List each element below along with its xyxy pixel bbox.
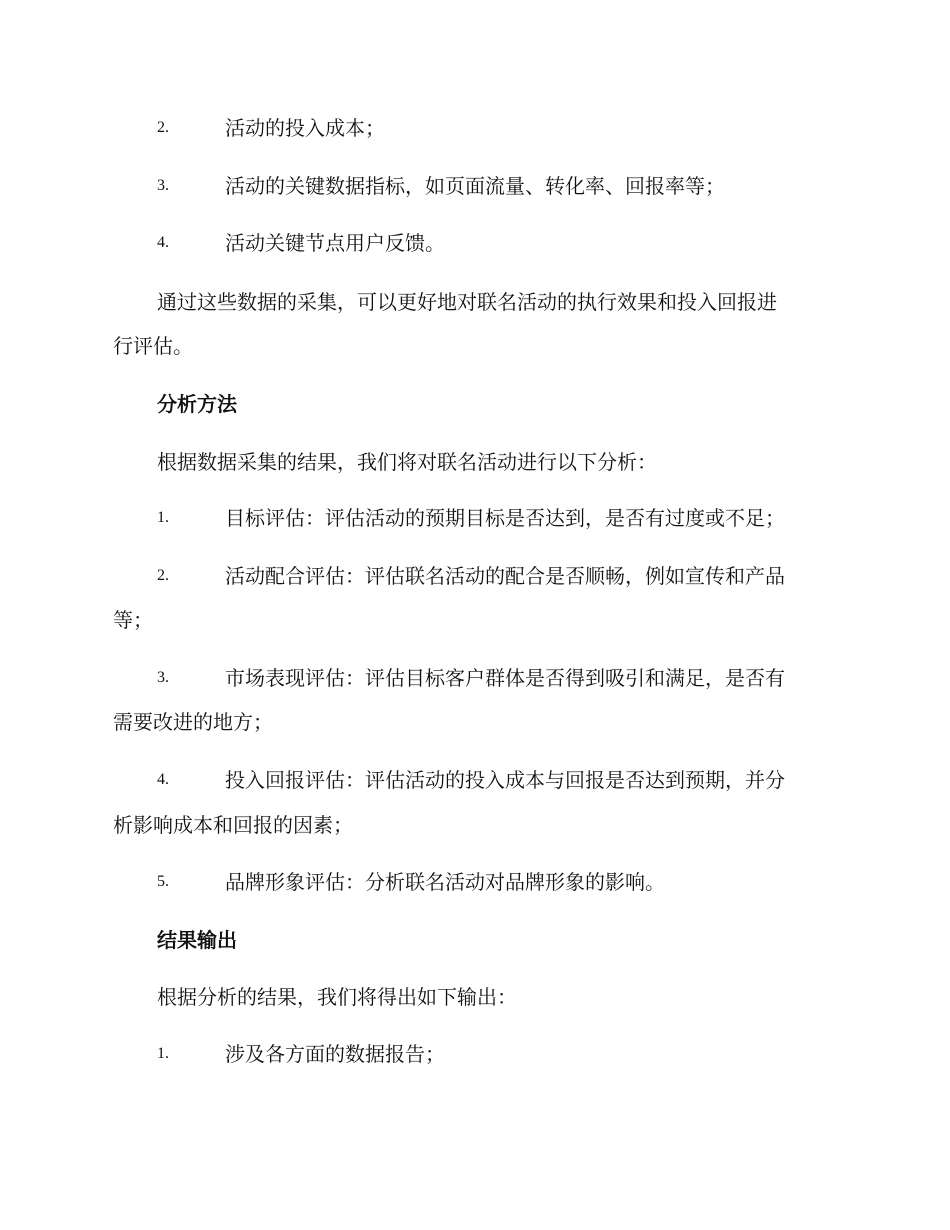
list-item-text: 需要改进的地方；	[113, 710, 273, 734]
list-number: 5.	[157, 873, 169, 890]
list-item-text: 活动关键节点用户反馈。	[225, 231, 445, 255]
list-number: 1.	[157, 1045, 169, 1062]
list-item-text: 活动的关键数据指标，如页面流量、转化率、回报率等；	[225, 174, 725, 198]
list-item-text: 活动配合评估：评估联名活动的配合是否顺畅，例如宣传和产品	[225, 564, 785, 588]
list-number: 3.	[157, 177, 169, 194]
list-number: 2.	[157, 119, 169, 136]
section-heading: 分析方法	[157, 392, 237, 416]
paragraph-line: 行评估。	[113, 334, 193, 358]
list-number: 4.	[157, 234, 169, 251]
list-item-text: 涉及各方面的数据报告；	[225, 1042, 445, 1066]
paragraph-line: 通过这些数据的采集，可以更好地对联名活动的执行效果和投入回报进	[157, 290, 777, 314]
list-item-text: 析影响成本和回报的因素；	[113, 813, 353, 837]
list-number: 3.	[157, 669, 169, 686]
list-item-text: 活动的投入成本；	[225, 116, 385, 140]
list-number: 4.	[157, 771, 169, 788]
list-item-text: 目标评估：评估活动的预期目标是否达到，是否有过度或不足；	[225, 506, 785, 530]
paragraph-line: 根据数据采集的结果，我们将对联名活动进行以下分析：	[157, 450, 657, 474]
section-heading: 结果输出	[157, 928, 237, 952]
list-item-text: 品牌形象评估：分析联名活动对品牌形象的影响。	[225, 870, 665, 894]
list-number: 1.	[157, 509, 169, 526]
list-item-text: 市场表现评估：评估目标客户群体是否得到吸引和满足，是否有	[225, 666, 785, 690]
paragraph-line: 根据分析的结果，我们将得出如下输出：	[157, 985, 517, 1009]
list-number: 2.	[157, 567, 169, 584]
list-item-text: 投入回报评估：评估活动的投入成本与回报是否达到预期，并分	[225, 768, 785, 792]
list-item-text: 等；	[113, 608, 153, 632]
